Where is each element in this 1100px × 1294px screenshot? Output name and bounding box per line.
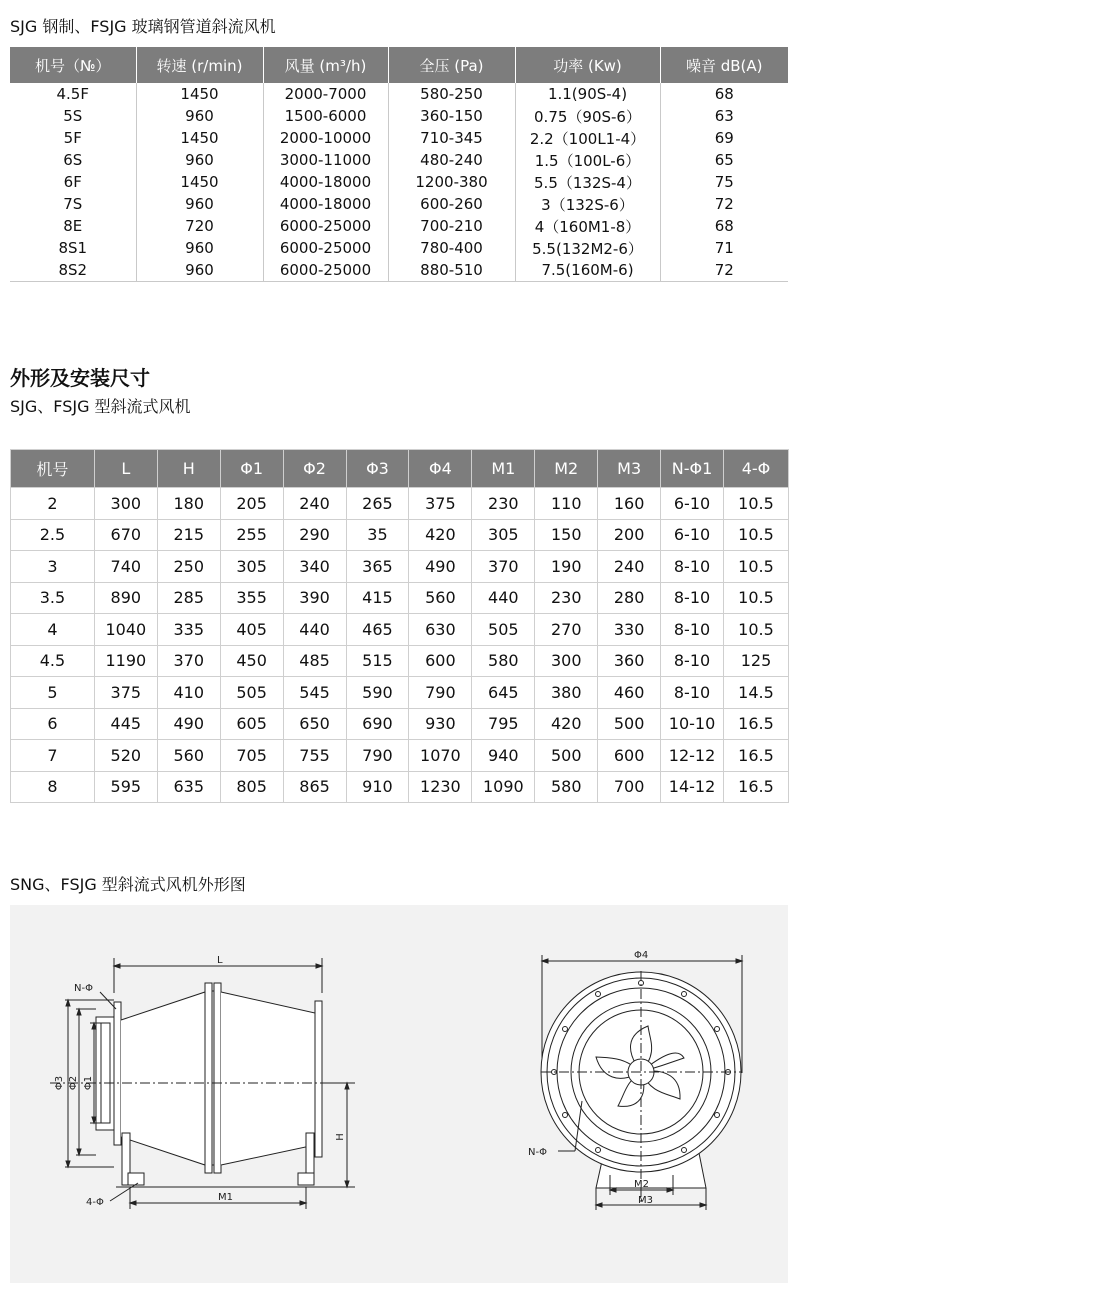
label-phi3: Φ3 [54, 1075, 65, 1091]
cell: 16.5 [723, 771, 788, 803]
cell: 10.5 [723, 582, 788, 614]
header-m3: M3 [598, 450, 661, 488]
cell: 590 [346, 677, 409, 709]
cell: 8-10 [661, 677, 724, 709]
cell: 71 [660, 237, 788, 259]
label-m1: M1 [218, 1192, 233, 1203]
cell: 465 [346, 614, 409, 646]
cell: 545 [283, 677, 346, 709]
table-row [10, 237, 788, 259]
cell: 960 [136, 237, 263, 259]
label-4-phi: 4-Φ [86, 1197, 104, 1208]
header-4-phi: 4-Φ [723, 450, 788, 488]
cell: 375 [94, 677, 157, 709]
cell: 8S1 [58, 239, 88, 257]
cell: 6000-25000 [263, 259, 388, 282]
cell: 3.5 [11, 582, 95, 614]
header-phi2: Φ2 [283, 450, 346, 488]
cell: 1500-6000 [263, 105, 388, 127]
header-model-no: 机号（№） [10, 47, 136, 83]
cell: 500 [598, 708, 661, 740]
cell: 68 [660, 215, 788, 237]
table-row [11, 708, 789, 740]
cell: 3（132S-6） [515, 193, 660, 215]
cell: 4 [11, 614, 95, 646]
cell: 190 [535, 551, 598, 583]
drawing-title: SNG、FSJG 型斜流式风机外形图 [10, 875, 246, 894]
cell: 365 [346, 551, 409, 583]
cell: 5S [63, 107, 83, 125]
table-row [11, 614, 789, 646]
cell: 240 [283, 488, 346, 520]
header-pressure: 全压 (Pa) [388, 47, 515, 83]
cell: 6-10 [661, 488, 724, 520]
table-row [10, 215, 788, 237]
cell: 180 [157, 488, 220, 520]
cell: 2000-7000 [263, 83, 388, 105]
table-row [10, 171, 788, 193]
cell: 7 [11, 740, 95, 772]
cell: 6S [63, 151, 83, 169]
label-phi1: Φ1 [83, 1075, 94, 1091]
header-noise: 噪音 dB(A) [660, 47, 788, 83]
table-row [10, 105, 788, 127]
cell: 595 [94, 771, 157, 803]
cell: 440 [283, 614, 346, 646]
table-row [11, 677, 789, 709]
header-m2: M2 [535, 450, 598, 488]
cell: 6F [63, 173, 82, 191]
header-n-phi1: N-Φ1 [661, 450, 724, 488]
cell: 7S [63, 195, 83, 213]
cell: 4.5 [11, 645, 95, 677]
cell: 445 [94, 708, 157, 740]
cell: 1190 [94, 645, 157, 677]
dimensions-section-title: 外形及安装尺寸 [10, 366, 150, 390]
cell: 8-10 [661, 645, 724, 677]
cell: 790 [346, 740, 409, 772]
cell: 12-12 [661, 740, 724, 772]
cell: 560 [157, 740, 220, 772]
cell: 7.5(160M-6) [515, 259, 660, 282]
cell: 160 [598, 488, 661, 520]
cell: 690 [346, 708, 409, 740]
cell: 305 [220, 551, 283, 583]
cell: 150 [535, 519, 598, 551]
label-phi4: Φ4 [634, 950, 649, 961]
header-phi4: Φ4 [409, 450, 472, 488]
cell: 4000-18000 [263, 193, 388, 215]
cell: 280 [598, 582, 661, 614]
cell: 8E [63, 217, 83, 235]
cell: 16.5 [723, 708, 788, 740]
cell: 215 [157, 519, 220, 551]
cell: 580 [472, 645, 535, 677]
cell: 960 [136, 193, 263, 215]
cell: 420 [535, 708, 598, 740]
cell: 700-210 [388, 215, 515, 237]
side-view [50, 958, 355, 1209]
cell: 8-10 [661, 551, 724, 583]
cell: 600 [598, 740, 661, 772]
cell: 490 [157, 708, 220, 740]
table-row [11, 519, 789, 551]
cell: 355 [220, 582, 283, 614]
cell: 5.5（132S-4） [515, 171, 660, 193]
cell: 10-10 [661, 708, 724, 740]
cell: 505 [472, 614, 535, 646]
cell: 1.1(90S-4) [515, 83, 660, 105]
fan-drawing-svg [10, 905, 788, 1283]
cell: 340 [283, 551, 346, 583]
cell: 910 [346, 771, 409, 803]
dimensions-subtitle: SJG、FSJG 型斜流式风机 [10, 397, 191, 416]
cell: 290 [283, 519, 346, 551]
cell: 285 [157, 582, 220, 614]
cell: 200 [598, 519, 661, 551]
cell: 650 [283, 708, 346, 740]
cell: 2000-10000 [263, 127, 388, 149]
cell: 75 [660, 171, 788, 193]
performance-table [10, 47, 788, 282]
cell: 5 [11, 677, 95, 709]
label-phi2: Φ2 [68, 1075, 79, 1091]
cell: 485 [283, 645, 346, 677]
cell: 35 [346, 519, 409, 551]
cell: 4.5F [56, 85, 89, 103]
cell: 410 [157, 677, 220, 709]
label-m2: M2 [634, 1179, 649, 1190]
cell: 880-510 [388, 259, 515, 282]
cell: 250 [157, 551, 220, 583]
cell: 1070 [409, 740, 472, 772]
cell: 500 [535, 740, 598, 772]
cell: 8 [11, 771, 95, 803]
cell: 72 [660, 193, 788, 215]
cell: 1450 [136, 83, 263, 105]
cell: 490 [409, 551, 472, 583]
cell: 380 [535, 677, 598, 709]
cell: 205 [220, 488, 283, 520]
cell: 3 [11, 551, 95, 583]
cell: 265 [346, 488, 409, 520]
cell: 72 [660, 259, 788, 282]
cell: 375 [409, 488, 472, 520]
cell: 605 [220, 708, 283, 740]
cell: 125 [723, 645, 788, 677]
dimensions-header-row [11, 450, 789, 488]
cell: 360-150 [388, 105, 515, 127]
table-row [11, 771, 789, 803]
cell: 480-240 [388, 149, 515, 171]
table-row [11, 582, 789, 614]
cell: 780-400 [388, 237, 515, 259]
cell: 960 [136, 105, 263, 127]
fan-outline-drawing [10, 905, 788, 1283]
table-row [10, 259, 788, 282]
label-l: L [217, 955, 223, 966]
cell: 450 [220, 645, 283, 677]
table-row [10, 193, 788, 215]
label-h: H [335, 1133, 346, 1141]
header-speed: 转速 (r/min) [136, 47, 263, 83]
cell: 8S2 [10, 259, 136, 282]
cell: 360 [598, 645, 661, 677]
cell: 14-12 [661, 771, 724, 803]
cell: 370 [472, 551, 535, 583]
cell: 4（160M1-8） [515, 215, 660, 237]
cell: 720 [136, 215, 263, 237]
cell: 645 [472, 677, 535, 709]
cell: 520 [94, 740, 157, 772]
cell: 1090 [472, 771, 535, 803]
header-m1: M1 [472, 450, 535, 488]
cell: 270 [535, 614, 598, 646]
cell: 865 [283, 771, 346, 803]
header-power: 功率 (Kw) [515, 47, 660, 83]
cell: 405 [220, 614, 283, 646]
cell: 635 [157, 771, 220, 803]
cell: 630 [409, 614, 472, 646]
cell: 8-10 [661, 582, 724, 614]
cell: 230 [472, 488, 535, 520]
cell: 415 [346, 582, 409, 614]
cell: 790 [409, 677, 472, 709]
cell: 600 [409, 645, 472, 677]
cell: 805 [220, 771, 283, 803]
cell: 65 [660, 149, 788, 171]
cell: 515 [346, 645, 409, 677]
cell: 230 [535, 582, 598, 614]
cell: 940 [472, 740, 535, 772]
cell: 1450 [136, 171, 263, 193]
cell: 700 [598, 771, 661, 803]
cell: 10.5 [723, 519, 788, 551]
cell: 5.5(132M2-6） [515, 237, 660, 259]
cell: 6000-25000 [263, 215, 388, 237]
cell: 795 [472, 708, 535, 740]
cell: 330 [598, 614, 661, 646]
table-row [11, 740, 789, 772]
cell: 1200-380 [388, 171, 515, 193]
cell: 560 [409, 582, 472, 614]
cell: 305 [472, 519, 535, 551]
cell: 2.2（100L1-4） [515, 127, 660, 149]
cell: 5F [63, 129, 82, 147]
cell: 420 [409, 519, 472, 551]
header-l: L [94, 450, 157, 488]
cell: 890 [94, 582, 157, 614]
cell: 1230 [409, 771, 472, 803]
cell: 300 [535, 645, 598, 677]
cell: 1450 [136, 127, 263, 149]
cell: 0.75（90S-6） [515, 105, 660, 127]
label-n-phi-side: N-Φ [74, 983, 93, 994]
cell: 505 [220, 677, 283, 709]
cell: 600-260 [388, 193, 515, 215]
cell: 2 [11, 488, 95, 520]
label-n-phi-front: N-Φ [528, 1147, 547, 1158]
header-airflow: 风量 (m³/h) [263, 47, 388, 83]
cell: 2.5 [11, 519, 95, 551]
cell: 1.5（100L-6） [515, 149, 660, 171]
label-m3: M3 [638, 1195, 653, 1206]
cell: 755 [283, 740, 346, 772]
cell: 440 [472, 582, 535, 614]
cell: 390 [283, 582, 346, 614]
header-model-no: 机号 [11, 450, 95, 488]
cell: 960 [136, 149, 263, 171]
cell: 460 [598, 677, 661, 709]
cell: 14.5 [723, 677, 788, 709]
cell: 6000-25000 [263, 237, 388, 259]
cell: 10.5 [723, 488, 788, 520]
cell: 1040 [94, 614, 157, 646]
cell: 63 [660, 105, 788, 127]
cell: 580 [535, 771, 598, 803]
cell: 110 [535, 488, 598, 520]
cell: 4000-18000 [263, 171, 388, 193]
cell: 10.5 [723, 614, 788, 646]
cell: 69 [660, 127, 788, 149]
cell: 710-345 [388, 127, 515, 149]
performance-header-row [10, 47, 788, 83]
table-row [11, 488, 789, 520]
cell: 6-10 [661, 519, 724, 551]
cell: 960 [136, 259, 263, 282]
cell: 300 [94, 488, 157, 520]
front-view [541, 955, 742, 1210]
cell: 255 [220, 519, 283, 551]
cell: 3000-11000 [263, 149, 388, 171]
cell: 6 [11, 708, 95, 740]
header-h: H [157, 450, 220, 488]
cell: 705 [220, 740, 283, 772]
dimensions-table [10, 449, 789, 803]
header-phi3: Φ3 [346, 450, 409, 488]
cell: 670 [94, 519, 157, 551]
cell: 740 [94, 551, 157, 583]
header-phi1: Φ1 [220, 450, 283, 488]
cell: 8-10 [661, 614, 724, 646]
cell: 10.5 [723, 551, 788, 583]
cell: 16.5 [723, 740, 788, 772]
table-row [10, 149, 788, 171]
table-row [11, 645, 789, 677]
cell: 370 [157, 645, 220, 677]
table-row [10, 83, 788, 105]
performance-table-title: SJG 钢制、FSJG 玻璃钢管道斜流风机 [10, 17, 276, 36]
table-row [10, 127, 788, 149]
cell: 930 [409, 708, 472, 740]
cell: 240 [598, 551, 661, 583]
table-row [11, 551, 789, 583]
cell: 68 [660, 83, 788, 105]
cell: 335 [157, 614, 220, 646]
cell: 580-250 [388, 83, 515, 105]
